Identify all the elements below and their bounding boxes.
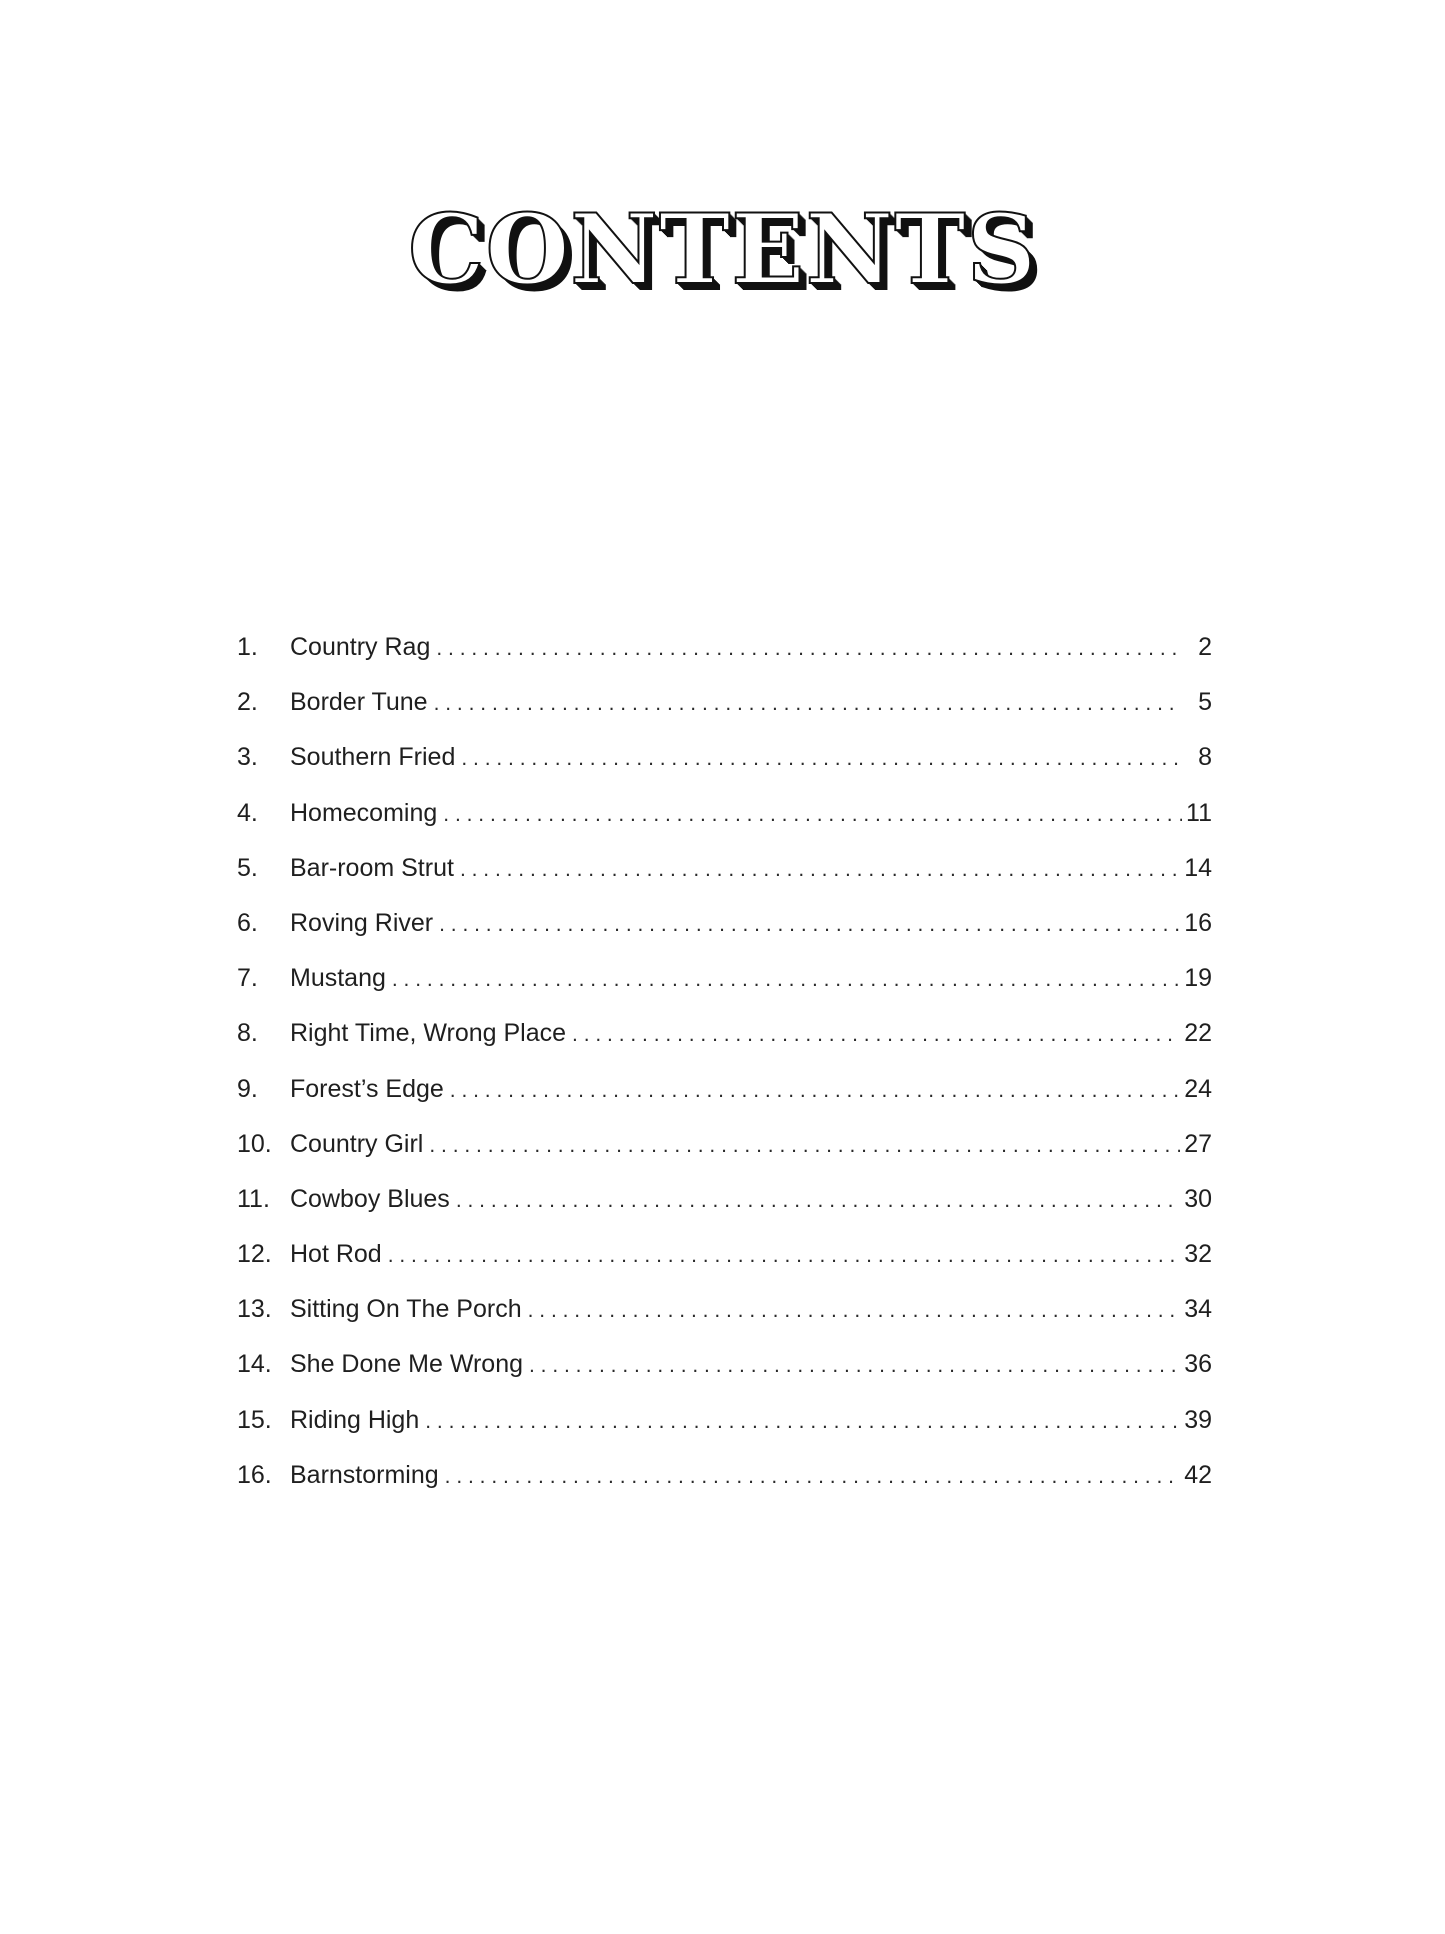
list-item[interactable] <box>237 620 1212 675</box>
list-item[interactable] <box>237 1172 1212 1227</box>
entry-number: 16. <box>237 1460 272 1489</box>
list-item[interactable] <box>237 1337 1212 1392</box>
dot-leader <box>450 1063 1180 1118</box>
contents-list <box>237 620 1212 1503</box>
entry-page: 39 <box>1184 1405 1212 1434</box>
entry-title: Hot Rod <box>290 1240 382 1269</box>
entry-title: Mustang <box>290 964 386 993</box>
entry-page: 22 <box>1184 1019 1212 1048</box>
dot-leader <box>436 621 1182 676</box>
dot-leader <box>461 731 1182 786</box>
entry-page: 42 <box>1184 1460 1212 1489</box>
entry-title: Country Rag <box>290 633 431 661</box>
dot-leader <box>443 787 1182 842</box>
entry-number: 4. <box>237 798 258 827</box>
list-item[interactable] <box>237 1006 1212 1061</box>
list-item[interactable] <box>237 786 1212 841</box>
list-item[interactable] <box>237 951 1212 1006</box>
entry-page: 30 <box>1184 1184 1212 1213</box>
entry-page: 32 <box>1184 1240 1212 1269</box>
entry-title: Right Time, Wrong Place <box>290 1019 567 1048</box>
list-item[interactable] <box>237 896 1212 951</box>
entry-title: She Done Me Wrong <box>290 1350 523 1379</box>
entry-page: 16 <box>1184 908 1212 937</box>
dot-leader <box>456 1173 1180 1228</box>
dot-leader <box>439 897 1180 952</box>
dot-leader <box>572 1007 1180 1062</box>
entry-title: Country Girl <box>290 1129 424 1158</box>
entry-number: 14. <box>237 1350 272 1379</box>
entry-number: 1. <box>237 633 258 661</box>
entry-number: 5. <box>237 853 258 882</box>
entry-number: 2. <box>237 688 258 717</box>
entry-title: Homecoming <box>290 798 438 827</box>
list-item[interactable] <box>237 1393 1212 1448</box>
entry-title: Riding High <box>290 1405 420 1434</box>
dot-leader <box>388 1228 1180 1283</box>
entry-title: Barnstorming <box>290 1460 439 1489</box>
entry-page: 24 <box>1184 1074 1212 1103</box>
entry-number: 12. <box>237 1240 272 1269</box>
entry-number: 7. <box>237 964 258 993</box>
entry-title: Roving River <box>290 908 434 937</box>
dot-leader <box>445 1449 1181 1504</box>
entry-page: 27 <box>1184 1129 1212 1158</box>
entry-title: Sitting On The Porch <box>290 1295 522 1324</box>
list-item[interactable] <box>237 1448 1212 1503</box>
list-item[interactable] <box>237 1062 1212 1117</box>
list-item[interactable] <box>237 675 1212 730</box>
entry-page: 5 <box>1198 688 1212 717</box>
entry-number: 10. <box>237 1129 272 1158</box>
entry-title: Southern Fried <box>290 743 456 772</box>
entry-page: 2 <box>1198 633 1212 661</box>
entry-number: 13. <box>237 1295 272 1324</box>
dot-leader <box>460 842 1180 897</box>
entry-page: 34 <box>1184 1295 1212 1324</box>
list-item[interactable] <box>237 1117 1212 1172</box>
entry-page: 19 <box>1184 964 1212 993</box>
entry-title: Border Tune <box>290 688 428 717</box>
dot-leader <box>392 952 1180 1007</box>
list-item[interactable] <box>237 1282 1212 1337</box>
entry-number: 9. <box>237 1074 258 1103</box>
entry-page: 8 <box>1198 743 1212 772</box>
dot-leader <box>434 676 1182 731</box>
entry-number: 11. <box>237 1184 270 1213</box>
entry-title: Cowboy Blues <box>290 1184 450 1213</box>
entry-page: 36 <box>1184 1350 1212 1379</box>
list-item[interactable] <box>237 841 1212 896</box>
list-item[interactable] <box>237 1227 1212 1282</box>
entry-number: 6. <box>237 908 258 937</box>
list-item[interactable] <box>237 730 1212 785</box>
entry-title: Bar-room Strut <box>290 853 454 882</box>
entry-page: 11 <box>1186 798 1212 827</box>
page-title: CONTENTS <box>408 193 1037 306</box>
entry-title: Forest’s Edge <box>290 1074 444 1103</box>
entry-number: 3. <box>237 743 258 772</box>
dot-leader <box>528 1283 1181 1338</box>
dot-leader <box>429 1118 1180 1173</box>
dot-leader <box>425 1394 1180 1449</box>
entry-page: 14 <box>1184 853 1212 882</box>
entry-number: 15. <box>237 1405 272 1434</box>
dot-leader <box>529 1338 1180 1393</box>
entry-number: 8. <box>237 1019 258 1048</box>
